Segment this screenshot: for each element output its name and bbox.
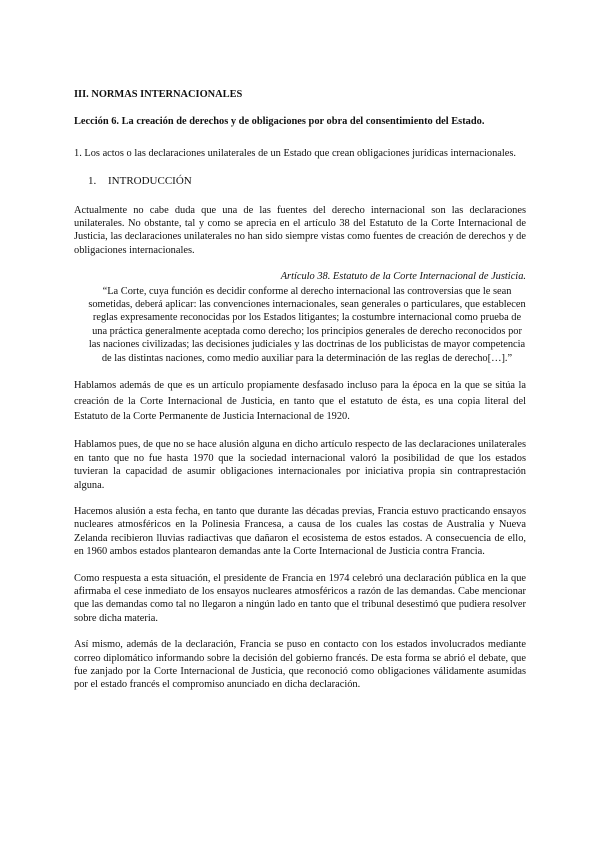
quote-source: Artículo 38. Estatuto de la Corte Internacional de Justicia. — [280, 271, 526, 283]
paragraph-3: Hablamos pues, de que no se hace alusión alguna en dicho artículo respecto de las declaraciones unilaterales en tanto que no fue hasta 1970 que la sociedad internacional valoró la posibilidad de que los estados tuvieran la capacidad de asumir obligaciones internacionales por iniciativa propia sin contraprestación alguna. — [74, 439, 526, 491]
article-quote: “La Corte, cuya función es decidir conforme al derecho internacional las controversias que le sean sometidas, deberá aplicar: las convenciones internacionales, sean generales o particulares, que establecen reglas expresamente reconocidas por los Estados litigantes; la costumbre internacional como prueba de una práctica generalmente aceptada como derecho; los principios generales de derecho reconocidos por las naciones civilizadas; las decisiones judiciales y las doctrinas de los publicistas de mayor competencia de las distintas naciones, como medio auxiliar para la determinación de las reglas de derecho[…].” — [88, 285, 526, 364]
paragraph-6: Así mismo, además de la declaración, Francia se puso en contacto con los estados involucrados mediante correo diplomático informando sobre la decisión del gobierno francés. De esta forma se abrió el debate, que fue zanjado por la Corte Internacional de Justicia, que reconoció como obligaciones válidamente asumidas por el estado francés el compromiso anunciado en dicha declaración. — [74, 639, 526, 691]
lesson-title: Lección 6. La creación de derechos y de obligaciones por obra del consentimiento del Estado. — [74, 116, 485, 128]
document-page — [74, 88, 526, 705]
subtitle: 1. Los actos o las declaraciones unilaterales de un Estado que crean obligaciones jurídicas internacionales. — [74, 147, 517, 159]
section-heading-number: 1. — [88, 175, 97, 188]
section-heading — [88, 175, 526, 188]
paragraph-2: Hablamos además de que es un artículo propiamente desfasado incluso para la época en la que se sitúa la creación de la Corte Internacional de Justicia, en tanto que el estatuto de ésta, es una copia literal del Estatuto de la Corte Permanente de Justicia Internacional de 1920. — [74, 380, 526, 422]
paragraph-4: Hacemos alusión a esta fecha, en tanto que durante las décadas previas, Francia estuvo practicando ensayos nucleares atmosféricos en la Polinesia Francesa, a causa de los cuales las costas de Australia y Nueva Zelanda recibieron lluvias radiactivas que dañaron el ecosistema de estos estados. A consecuencia de ello, en 1960 ambos estados plantearon demandas ante la Corte Internacional de Justicia contra Francia. — [74, 505, 526, 558]
section-title: III. NORMAS INTERNACIONALES — [74, 89, 243, 100]
paragraph-1: Actualmente no cabe duda que una de las fuentes del derecho internacional son las declaraciones unilaterales. No obstante, tal y como se aprecia en el artículo 38 del Estatuto de la Corte Internacional de Justicia, las declaraciones unilaterales no han sido siempre vistas como fuentes de creación de derechos y de obligaciones internacionales. — [74, 204, 526, 256]
paragraph-5: Como respuesta a esta situación, el presidente de Francia en 1974 celebró una declaración pública en la que afirmaba el cese inmediato de los ensayos nucleares atmosféricos a razón de las demandas. Cabe mencionar que las demandas como tal no llegaron a ningún lado en tanto que el tribunal desestimó que pudiera resolver sobre dicha materia. — [74, 572, 526, 624]
section-heading-text: INTRODUCCIÓN — [108, 175, 192, 188]
